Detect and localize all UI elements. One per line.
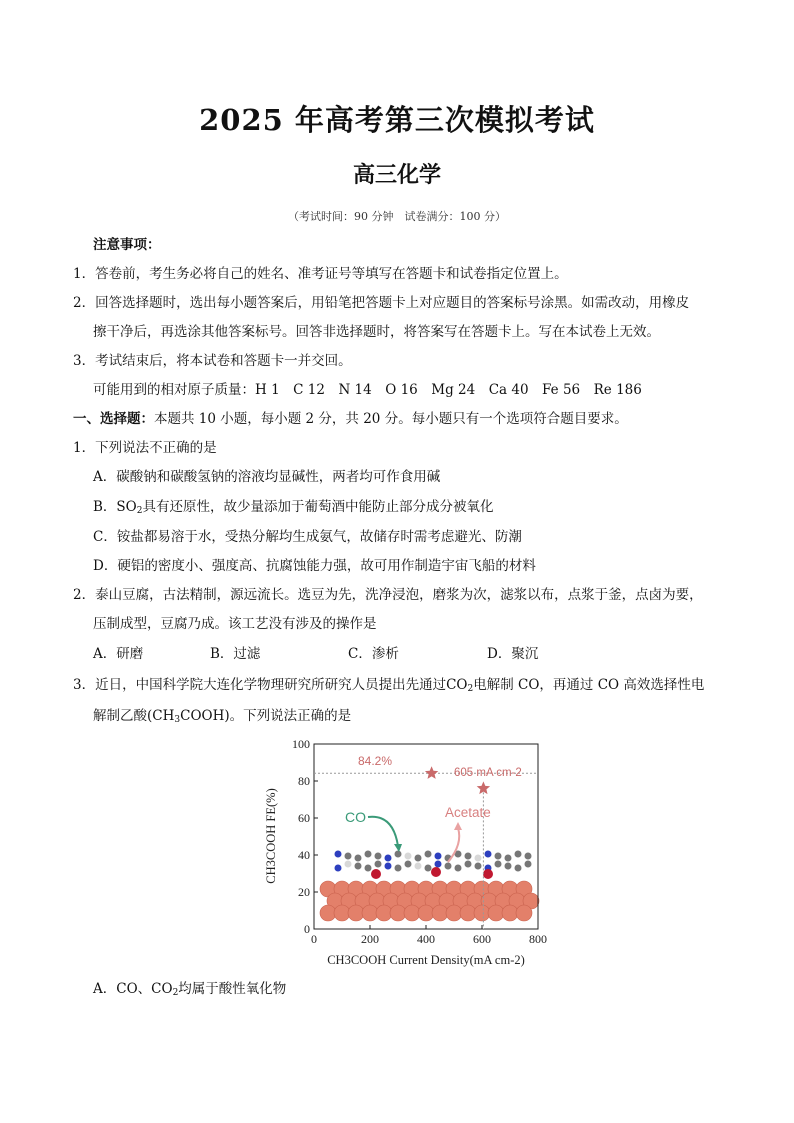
molecule-atom [485,851,492,858]
x-tick-label: 600 [473,932,491,946]
q3-option-a [93,980,286,1002]
copper-atom [474,905,490,921]
acetate-label: Acetate [445,805,491,820]
q3-stem2-formula-a: CH [152,708,175,724]
molecule-atom [365,865,372,872]
q3-stem1-a: 3．近日，中国科学院大连化学物理研究所研究人员提出先通过 [73,677,447,693]
exam-info: （考试时间：90 分钟 试卷满分：100 分） [288,210,506,223]
exam-subtitle: 高三化学 [352,162,441,188]
note-item-3: 3．考试结束后，将本试卷和答题卡一并交回。 [73,353,352,369]
metal-site [371,869,381,879]
x-tick-label: 400 [417,932,435,946]
molecule-atom [525,853,532,860]
y-tick-label: 0 [304,922,310,936]
molecule-atom [445,863,452,870]
molecule-atom [365,851,372,858]
molecule-atom [505,863,512,870]
exam-title: 2025 年高考第三次模拟考试 [199,103,595,137]
x-axis-label: CH3COOH Current Density(mA cm-2) [327,953,525,967]
notes-heading: 注意事项： [93,237,161,253]
copper-atom [390,905,406,921]
current-annotation: 605 mA cm-2 [454,767,522,779]
copper-atom [460,905,476,921]
note-item-2: 2．回答选择题时，选出每小题答案后，用铅笔把答题卡上对应题目的答案标号涂黑。如需改动，用橡皮 [73,295,690,311]
molecule-atom [415,855,422,862]
molecule-atom [515,865,522,872]
copper-atom [488,905,504,921]
q3-option-a-rest: 均属于酸性氧化物 [178,981,287,997]
molecule-atom [405,861,412,868]
note-item-1: 1．答卷前，考生务必将自己的姓名、准考证号等填写在答题卡和试卷指定位置上。 [73,266,568,282]
q1-option-d: D．硬铝的密度小、强度高、抗腐蚀能力强，故可用作制造宇宙飞船的材料 [93,558,536,574]
q3-figure [258,734,558,974]
molecule-atom [355,855,362,862]
section1-heading [73,410,628,428]
molecule-atom [405,853,412,860]
q1-option-b-formula: SO [116,499,137,515]
molecule-atom [475,863,482,870]
q3-stem1-sub: 2 [467,684,474,694]
molecule-atom [335,865,342,872]
molecule-atom [385,863,392,870]
atomic-masses: 可能用到的相对原子质量：H 1 C 12 N 14 O 16 Mg 24 Ca 40 Fe 56 Re 186 [93,382,642,398]
molecule-atom [435,853,442,860]
copper-atom [334,905,350,921]
molecule-atom [455,865,462,872]
molecule-atom [415,863,422,870]
molecule-atom [465,861,472,868]
molecule-atom [425,851,432,858]
q2-option-a: A．研磨 [93,646,144,662]
q3-stem2-sub: 3 [174,715,181,725]
molecule-atom [375,861,382,868]
y-tick-label: 60 [298,811,310,825]
q1-option-b-sub: 2 [136,506,143,516]
molecule-atom [345,853,352,860]
q2-stem-line2: 压制成型，豆腐乃成。该工艺没有涉及的操作是 [93,616,377,632]
molecule-atom [375,853,382,860]
molecule-atom [495,853,502,860]
section1-heading-prefix: 一、选择题： [73,411,154,427]
molecule-atom [435,861,442,868]
y-axis-label: CH3COOH FE(%) [264,788,278,884]
fe-chart [258,734,558,974]
copper-atom [516,905,532,921]
co-arrow [368,817,398,846]
q3-stem-line1 [73,676,704,698]
metal-site [431,867,441,877]
q3-option-a-formula: CO [151,981,173,997]
q3-stem1-b: 电解制 CO，再通过 CO 高效选择性电 [473,677,705,693]
q3-stem-line2 [93,707,351,729]
molecule-layer [335,851,532,880]
x-tick-label: 200 [361,932,379,946]
copper-atom [320,905,336,921]
q2-option-c: C．渗析 [348,646,399,662]
q1-option-c: C．铵盐都易溶于水，受热分解均生成氨气，故储存时需考虑避光、防潮 [93,529,522,545]
q3-stem2-b: )。下列说法正确的是 [224,708,352,724]
y-tick-label: 80 [298,774,310,788]
molecule-atom [515,851,522,858]
x-tick-label: 0 [311,932,317,946]
q3-stem1-formula: CO [446,677,468,693]
molecule-atom [465,853,472,860]
fe-annotation: 84.2% [358,754,393,768]
q1-option-b-prefix: B． [93,499,117,515]
copper-atom [446,905,462,921]
data-point-star [477,781,490,794]
q3-option-a-sub: 2 [172,988,179,998]
q3-option-a-prefix: A．CO、 [93,981,152,997]
q3-stem2-a: 解制乙酸( [93,708,153,724]
q1-stem: 1．下列说法不正确的是 [73,440,217,456]
copper-atom [362,905,378,921]
molecule-atom [495,861,502,868]
q1-option-b [93,498,493,520]
copper-atom [376,905,392,921]
molecule-atom [335,851,342,858]
molecule-atom [345,861,352,868]
q2-stem-line1: 2．泰山豆腐，古法精制，源远流长。选豆为先，洗净浸泡，磨浆为次，滤浆以布，点浆于釜，点卤为要， [73,587,703,603]
catalyst-illustration [320,851,539,922]
copper-atom [348,905,364,921]
molecule-atom [475,855,482,862]
molecule-atom [425,865,432,872]
q1-option-b-rest: 具有还原性，故少量添加于葡萄酒中能防止部分成分被氧化 [142,499,494,515]
q3-stem2-formula-b: COOH [180,708,225,724]
note-item-2-cont: 擦干净后，再选涂其他答案标号。回答非选择题时，将答案写在答题卡上。写在本试卷上无效。 [93,324,660,340]
acetate-arrow-head [454,822,462,830]
x-tick-label: 800 [529,932,547,946]
data-point-star [425,766,438,779]
q1-option-a: A．碳酸钠和碳酸氢钠的溶液均显碱性，两者均可作食用碱 [93,469,441,485]
metal-site [483,869,493,879]
copper-atom [418,905,434,921]
molecule-atom [395,865,402,872]
copper-atom [432,905,448,921]
y-tick-label: 40 [298,848,310,862]
co-label: CO [345,809,366,825]
y-tick-label: 20 [298,885,310,899]
section1-heading-rest: 本题共 10 小题，每小题 2 分，共 20 分。每小题只有一个选项符合题目要求。 [154,411,628,427]
molecule-atom [385,855,392,862]
molecule-atom [525,861,532,868]
q2-option-b: B．过滤 [210,646,261,662]
y-tick-label: 100 [292,737,310,751]
molecule-atom [355,863,362,870]
molecule-atom [395,851,402,858]
q2-option-d: D．聚沉 [487,646,539,662]
molecule-atom [505,855,512,862]
copper-atom [404,905,420,921]
copper-surface [320,881,539,921]
copper-atom [502,905,518,921]
